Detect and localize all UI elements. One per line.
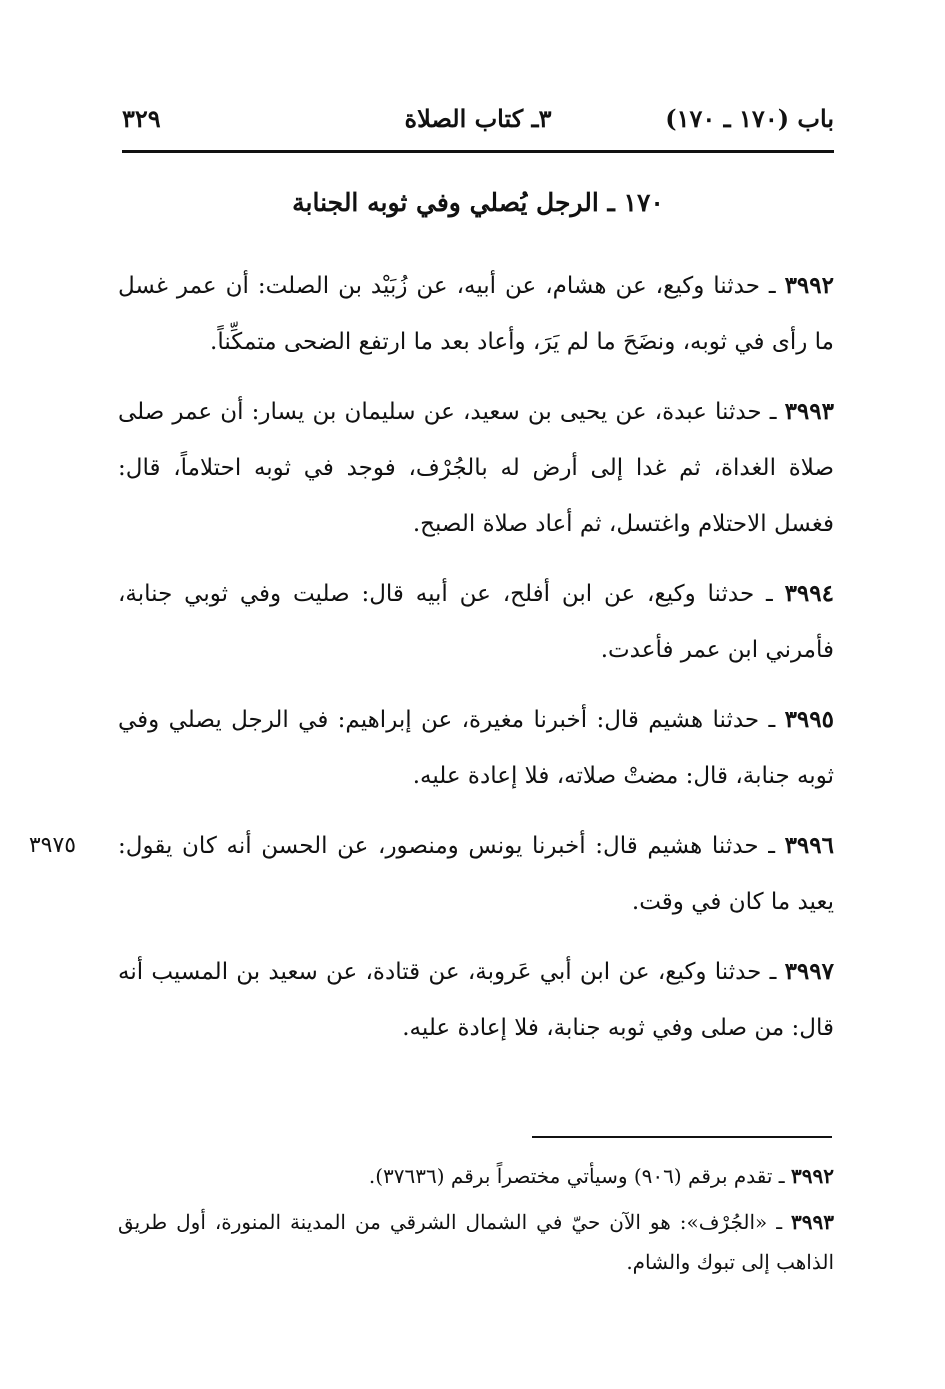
hadith-entry <box>118 566 834 678</box>
margin-reference-number: ٣٩٧٥ <box>28 833 77 858</box>
hadith-entry <box>118 258 834 370</box>
footnote <box>118 1156 834 1196</box>
footnote-text: ـ «الجُرْف»: هو الآن حيّ في الشمال الشرقي من المدينة المنورة، أول طريق الذاهب إلى تبوك والشام. <box>118 1210 834 1274</box>
hadith-text: ـ حدثنا هشيم قال: أخبرنا مغيرة، عن إبراهيم: في الرجل يصلي وفي ثوبه جنابة، قال: مضتْ صلاته، فلا إعادة عليه. <box>118 707 834 789</box>
hadith-list <box>28 258 834 1070</box>
hadith-text: ـ حدثنا وكيع، عن هشام، عن أبيه، عن زُبَيْد بن الصلت: أن عمر غسل ما رأى في ثوبه، ونضَحَ ما لم يَرَ، وأعاد بعد ما ارتفع الضحى متمكِّناً. <box>118 273 834 355</box>
hadith-text: ـ حدثنا هشيم قال: أخبرنا يونس ومنصور، عن الحسن أنه كان يقول: يعيد ما كان في وقت. <box>118 833 834 915</box>
hadith-text: ـ حدثنا وكيع، عن ابن أفلح، عن أبيه قال: صليت وفي ثوبي جنابة، فأمرني ابن عمر فأعدت. <box>118 581 834 663</box>
hadith-entry <box>118 692 834 804</box>
footnotes <box>118 1156 834 1288</box>
hadith-number: ٣٩٩٥ <box>784 706 834 733</box>
footnote-number: ٣٩٩٢ <box>791 1164 834 1188</box>
hadith-text: ـ حدثنا وكيع، عن ابن أبي عَروبة، عن قتادة، عن سعيد بن المسيب أنه قال: من صلى وفي ثوبه جنابة، فلا إعادة عليه. <box>118 959 834 1041</box>
hadith-number: ٣٩٩٤ <box>784 580 834 607</box>
chapter-title: ١٧٠ ـ الرجل يُصلي وفي ثوبه الجنابة <box>292 188 664 217</box>
hadith-number: ٣٩٩٦ <box>784 832 834 859</box>
header-section: باب (١٧٠ ـ ١٧٠) <box>665 104 834 133</box>
hadith-number: ٣٩٩٢ <box>784 272 834 299</box>
hadith-number: ٣٩٩٣ <box>784 398 834 425</box>
footnote-text: ـ تقدم برقم (٩٠٦) وسيأتي مختصراً برقم (٣٧٦٣٦). <box>368 1164 785 1188</box>
header-rule <box>122 150 834 153</box>
hadith-entry <box>28 818 834 930</box>
hadith-entry <box>118 384 834 552</box>
footnote-number: ٣٩٩٣ <box>791 1210 834 1234</box>
running-header <box>122 104 834 148</box>
footnote-rule <box>532 1136 832 1138</box>
header-book-title: ٣ـ كتاب الصلاة <box>404 104 552 133</box>
footnote <box>118 1202 834 1282</box>
page-number: ٣٢٩ <box>122 104 161 133</box>
hadith-number: ٣٩٩٧ <box>784 958 834 985</box>
hadith-entry <box>118 944 834 1056</box>
hadith-text: ـ حدثنا عبدة، عن يحيى بن سعيد، عن سليمان بن يسار: أن عمر صلى صلاة الغداة، ثم غدا إلى أرض له بالجُرْف، فوجد في ثوبه احتلاماً، قال: فغسل الاحتلام واغتسل، ثم أعاد صلاة الصبح. <box>118 399 834 537</box>
